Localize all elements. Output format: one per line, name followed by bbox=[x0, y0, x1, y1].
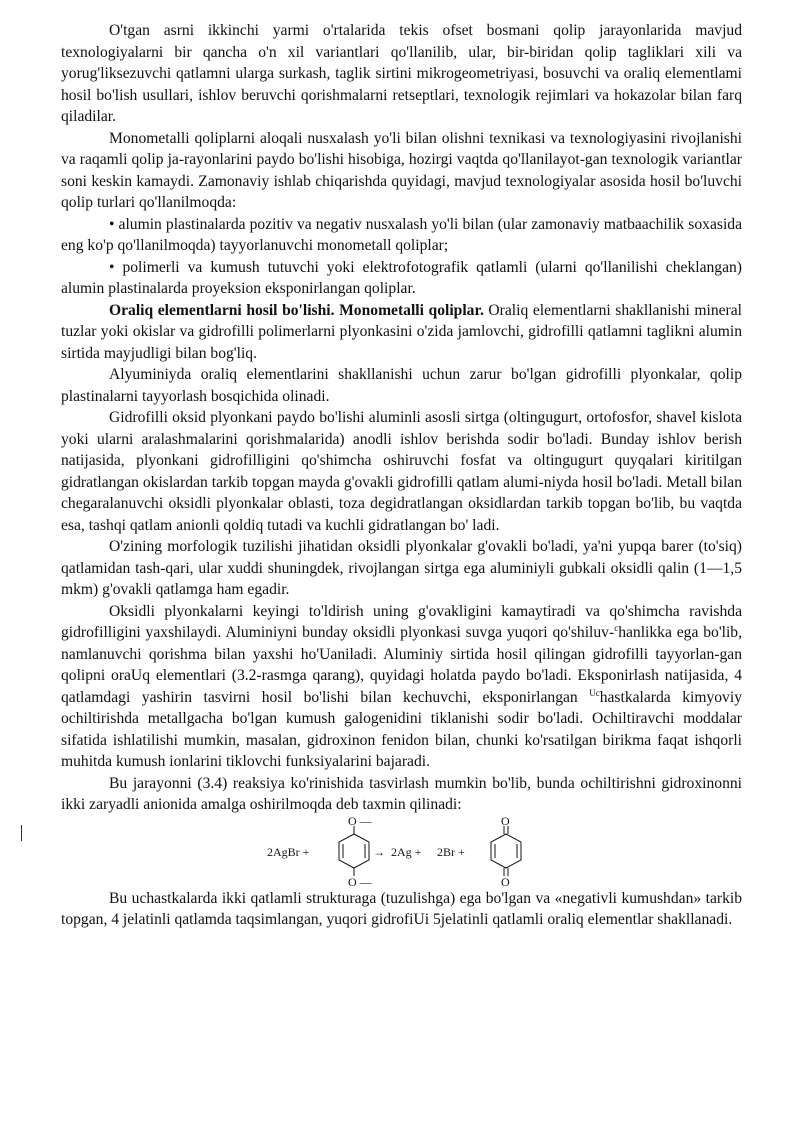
o-top-right: O bbox=[501, 815, 510, 828]
bullet-item-1: • alumin plastinalarda pozitiv va negativ nusxalash yo'li bilan (ular zamonaviy matbaachilik soxasida eng ko'p qo'llanilmoqda) tayyorlanuvchi monometall qoliplar; bbox=[61, 215, 742, 254]
benzene-ring-right bbox=[491, 826, 521, 876]
paragraph-8: O'zining morfologik tuzilishi jihatidan oksidli plyonkalar g'ovakli bo'ladi, ya'ni yupqa barer (to'siq) qatlamidan tash-qari, ular xuddi shuningdek, rivojlangan sirtga ega aluminiyli gubkali oksidli qalin (1—1,5 mkm) g'ovakli qatlamga ham egadir. bbox=[61, 538, 742, 598]
equation-product-ag: 2Ag + bbox=[391, 844, 422, 859]
paragraph-5-text: Oraliq elementlarni shakllanishi mineral tuzlar yoki okislar va gidrofilli polimerlarni plyonkasini o'zida jamlovchi, gidrofilli qatlamni taglikni alumin sirtida mayjudligi bilan bog'liq. bbox=[61, 301, 742, 362]
paragraph-6: Alyuminiyda oraliq elementlarini shakllanishi uchun zarur bo'lgan gidrofilli plyonkalar, qolip plastinalarni tayyorlash bosqichida olinadi. bbox=[61, 366, 742, 405]
bullet-item-2: • polimerli va kumush tutuvchi yoki elektrofotografik qatlamli (ularni qo'llanilishi cheklangan) alumin plastinalarda proyeksion eksponirlangan qoliplar. bbox=[61, 258, 742, 297]
paragraph-10: Bu jarayonni (3.4) reaksiya ko'rinishida tasvirlash mumkin bo'lib, bunda ochiltirishni gidroxinonni ikki zaryadli anionida amalga oshirilmoqda deb taxmin qilinadi: bbox=[61, 774, 742, 813]
paragraph-7: Gidrofilli oksid plyonkani paydo bo'lishi aluminli asosli sirtga (oltingugurt, ortofosfor, shavel kislota yoki ularni aralashmalarini qorishmalarida) anodli ishlov berishda sodir bo'ladi. Bunday ishlov berish natijasida, plyonkani gidrofilligini qo'shimcha oshiruvchi fosfat va oltingugurt quyqalari kiritilgan gidratlangan okislardan tarkib topgan mayda g'ovakli gidrofilli qatlam alumi-niyda hosil bo'ladi. Metall bilan chegaralanuvchi oksidli plyonkalar oblasti, toza degidratlangan oksidlardan tarkib topgan bo'lib, bu vaqtda esa, tashqi qatlam anionli qoldiq tutadi va kuchli gidratlangan bo' ladi. bbox=[61, 409, 742, 534]
document-page bbox=[61, 20, 742, 931]
o-minus-top: O — bbox=[348, 815, 372, 828]
paragraph-9-text-c: hastkalarda kimyoviy ochiltirishda metallgacha bo'lgan kumush galogenidini tiklanishi sodir bo'ladi. Ochiltiravchi moddalar sifatida ishlatilishi mumkin, masalan, gidroxinon fenidon bilan, chunki ko'rsatilgan birikma faqat ishqorli muhitda kumush ionlarini tiklovchi funksiyalarini bajaradi. bbox=[61, 688, 742, 770]
paragraph-9-text-b: hanlikka ega bo'lib, namlanuvchi qorishma bilan yaxshi ho'Uaniladi. Aluminiy sirtida hosil qilingan gidrofilli tayyorlan-gan qolipni oraUq elementlari (3.2-rasmga qarang), quyidagi holatda paydo bo'ladi. Eksponirlash natijasida, 4 qatlamdagi yashirin tasvirni hosil bo'lishi bilan kechuvchi, eksponirlangan bbox=[61, 624, 742, 706]
o-bottom-right: O bbox=[501, 874, 510, 888]
margin-mark bbox=[21, 825, 22, 841]
reaction-arrow: → bbox=[373, 844, 385, 859]
equation-figure bbox=[261, 816, 551, 888]
paragraph-5 bbox=[61, 300, 742, 365]
paragraph-11: Bu uchastkalarda ikki qatlamli strukturaga (tuzulishga) ega bo'lgan va «negativli kumushdan» tarkib topgan, 4 jelatinli qatlamda taqsimlangan, yuqori gidrofiUi 5jelatinli qatlamli oraliq elementlar shakllanadi. bbox=[61, 889, 742, 928]
paragraph-2: Monometalli qoliplarni aloqali nusxalash yo'li bilan olishni texnikasi va texnologiyasini rivojlanishi va raqamli qolip ja-rayonlarini paydo bo'lishi hisobiga, hozirgi vaqtda qo'llanilayot-gan texnologik variantlar soni keskin kamaydi. Zamonaviy ishlab chiqarishda quyidagi, mavjud texnologiyalar asosida hosil bo'luvchi qolip turlari qo'llanilmoqda: bbox=[61, 129, 742, 211]
benzene-ring-left bbox=[339, 826, 369, 876]
equation-product-br: 2Br + bbox=[437, 844, 465, 859]
section-heading: Oraliq elementlarni hosil bo'lishi. Monometalli qoliplar. bbox=[109, 301, 484, 319]
superscript-c: c bbox=[614, 622, 619, 633]
paragraph-9 bbox=[61, 601, 742, 773]
paragraph-1: O'tgan asrni ikkinchi yarmi o'rtalarida tekis ofset bosmani qolip jarayonlarida mavjud texnologiyalarni bir qancha o'n xil variantlari qo'llanilib, ular, bir-biridan qolip tagliklari xili va yorug'liksezuvchi qatlamni ularga surkash, taglik sirtini mikrogeometriyasi, bosuvchi va oraliq elementlami hosil bo'lish usullari, ishlov beruvchi qorishmalarni retseptlari, texnologik rejimlari va hokazolar bilan farq qiladilar. bbox=[61, 22, 742, 125]
chemical-equation bbox=[61, 816, 742, 888]
superscript-uc: Uc bbox=[589, 687, 600, 698]
equation-reactant: 2AgBr + bbox=[267, 844, 310, 859]
o-minus-bottom: O — bbox=[348, 874, 372, 888]
paragraph-9-text-a: Oksidli plyonkalarni keyingi to'ldirish uning g'ovakligini kamaytiradi va qo'shimcha ravishda gidrofilligini yaxshilaydi. Aluminiyni bunday oksidli plyonkasi suvga yuqori qo'shiluv- bbox=[61, 602, 742, 641]
